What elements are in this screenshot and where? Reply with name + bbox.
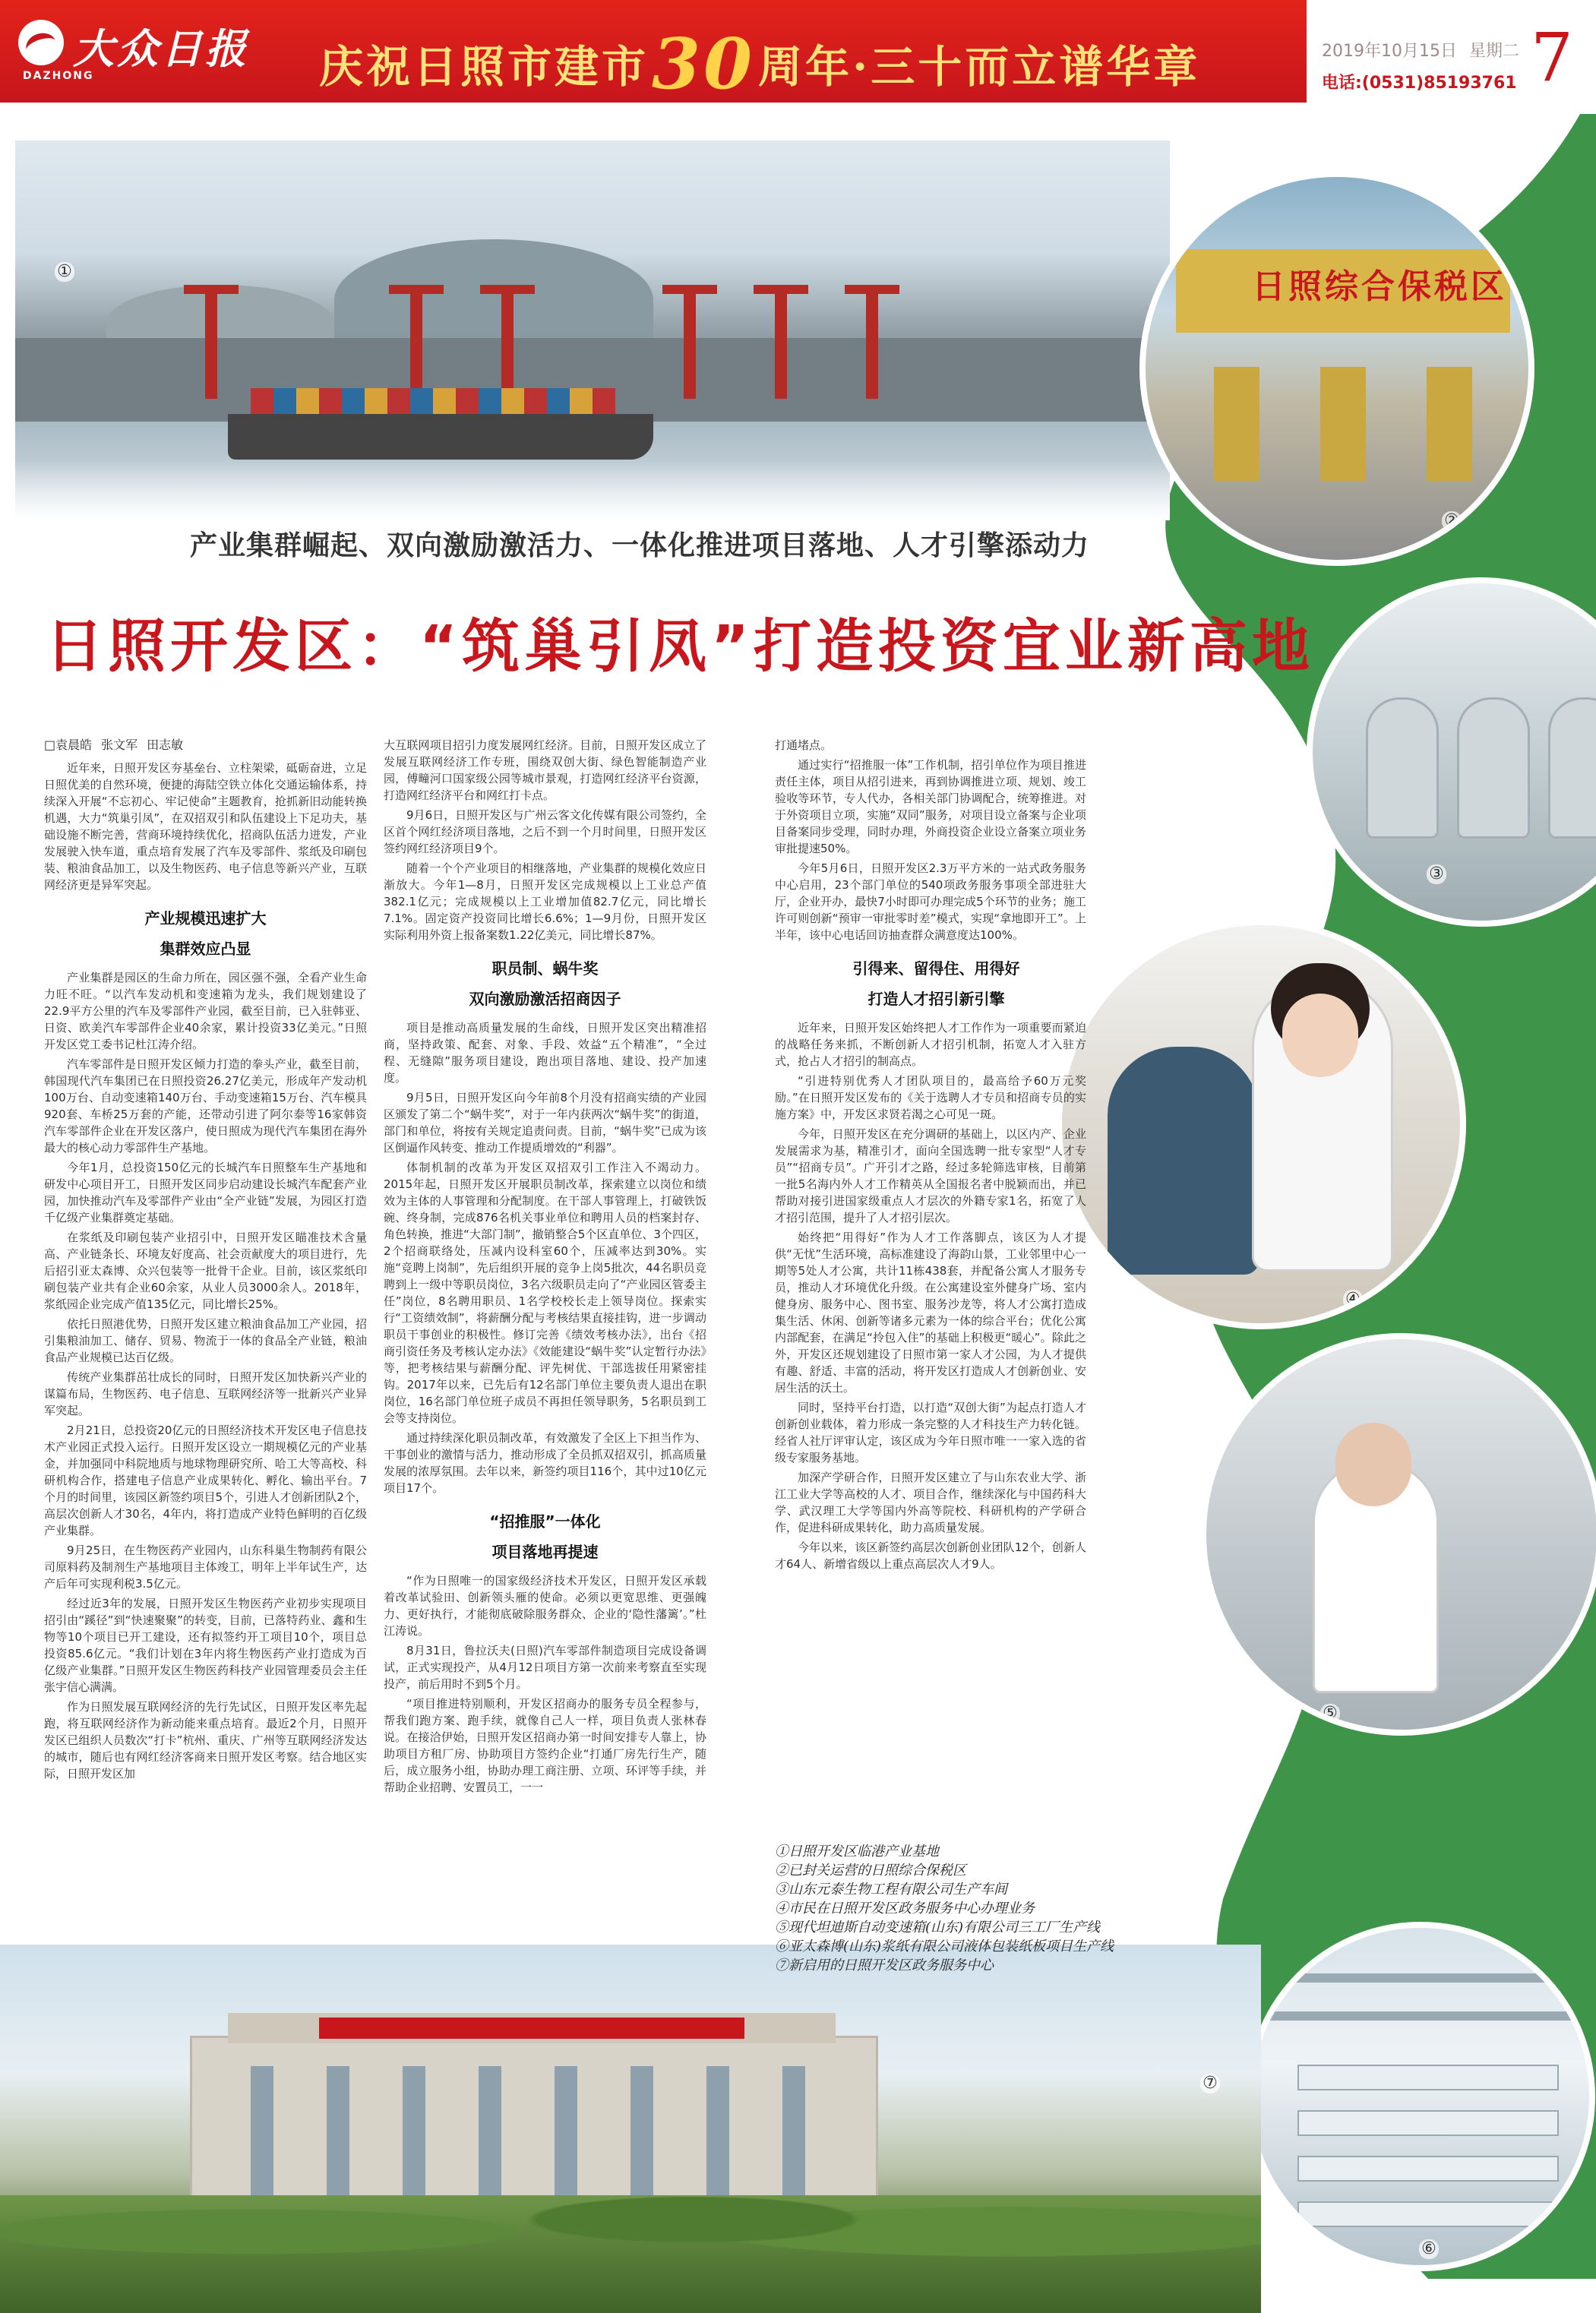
photo-paper-roll bbox=[1297, 2201, 1559, 2227]
byline-author: 张文军 bbox=[101, 738, 138, 752]
photo-crane bbox=[205, 285, 217, 399]
photo-toll-lane bbox=[1427, 367, 1472, 481]
paragraph: 9月25日，在生物医药产业园内，山东科巢生物制药有限公司原料药及制剂生产基地项目主体竣工，明年上半年试生产，达产后年可实现利税3.5亿元。 bbox=[44, 1544, 367, 1591]
issue-date-text: 2019年10月15日 bbox=[1322, 42, 1457, 61]
paragraph: 产业集群是园区的生命力所在，园区强不强，全看产业生命力旺不旺。“以汽车发动机和变速箱为龙头，我们规划建设了22.9平方公里的汽车及零部件产业园，截至目前，已入驻韩亚、日资、欧美汽车零部件企业40余家，累计投资33亿美元。”日照开发区党工委书记杜江涛介绍。 bbox=[44, 971, 367, 1051]
paragraph: 8月31日，鲁拉沃夫(日照)汽车零部件制造项目完成设备调试，正式实现投产，从4月12日项目方第一次前来考察直至实现投产，前后用时不到5个月。 bbox=[384, 1644, 706, 1691]
paragraph: 经过近3年的发展，日照开发区生物医药产业初步实现项目招引由“蹊径”到“快速聚聚”的转变，目前，已落特药业、鑫和生物等10个项目已开工建设，还有拟签约开工项目10个，项目总投资85.6亿元。“我们计划在3年内将生物医药产业打造成为百亿级产业集群。”日照开发区生物医药科技产业园管理委员会主任张宇信心满满。 bbox=[44, 1597, 367, 1694]
photo-crane bbox=[501, 285, 514, 399]
photo-building-column bbox=[782, 2066, 805, 2203]
photo-toll-lane bbox=[1214, 367, 1259, 481]
caption: ⑥亚太森博(山东)浆纸有限公司液体包装纸板项目生产线 bbox=[775, 1939, 1114, 1954]
photo-paper-roll bbox=[1297, 2110, 1559, 2136]
photo-marker-3: ③ bbox=[1427, 864, 1446, 884]
issue-weekday: 星期二 bbox=[1468, 42, 1519, 61]
page-number: 7 bbox=[1531, 18, 1573, 96]
paragraph: 打通堵点。 bbox=[775, 738, 833, 752]
editorial-phone: 电话:(0531)85193761 bbox=[1322, 74, 1517, 93]
photo-building-column bbox=[251, 2066, 273, 2203]
photo-container-ship bbox=[228, 414, 653, 460]
photo-steel-tank bbox=[1457, 697, 1530, 839]
photo-citizen bbox=[1108, 1047, 1259, 1275]
article-column-3 bbox=[775, 737, 1098, 1575]
paragraph: 2月21日，总投资20亿元的日照经济技术开发区电子信息技术产业园正式投入运行。日照开发区设立一期规模亿元的产业基金，并加强同中科院地质与地球物理研究所、哈工大等高校、科研机构合作，搭建电子信息产业成果转化、孵化、输出平台。7个月的时间里，该园区新签约项目5个，引进人才创新团队2个，高层次创新人才30名，4年内，将打造成产业特色鲜明的百亿级产业集群。 bbox=[44, 1424, 367, 1537]
paragraph: 9月5日，日照开发区向今年前8个月没有招商实绩的产业园区颁发了第二个“蜗牛奖”，对于一年内获两次“蜗牛奖”的街道，部门和单位，将按有关规定追责问责。目前，“蜗牛奖”已成为该区倒逼作风转变、推动工作提质增效的“利器”。 bbox=[384, 1091, 706, 1155]
subhead-line: 项目落地再提速 bbox=[491, 1543, 599, 1561]
subhead-incentive bbox=[384, 957, 706, 1010]
paragraph: 在浆纸及印刷包装产业招引中，日照开发区瞄准技术含量高、产业链条长、环境友好度高、社会贡献度大的项目进行，先后招引亚太森博、众兴包装等一批骨干企业。目前，该区浆纸印刷包装产业共有企业60余家，从业人员3000余人。2018年，浆纸园企业完成产值135亿元，同比增长25%。 bbox=[44, 1231, 367, 1311]
photo-port-industrial-base bbox=[15, 141, 1170, 520]
paragraph: “作为日照唯一的国家级经济技术开发区，日照开发区承载着改革试验田、创新领头雁的使命。必须以更宽思维、更强魄力、更好执行，才能彻底破除服务群众、企业的‘隐性藩篱’。”杜江涛说。 bbox=[384, 1574, 706, 1638]
paragraph: 传统产业集群茁壮成长的同时，日照开发区加快新兴产业的谋篇布局，生物医药、电子信息、互联网经济等一批新兴产业异军突起。 bbox=[44, 1370, 367, 1417]
photo-ceiling-beam bbox=[1252, 2011, 1595, 2021]
paragraph: 始终把“用得好”作为人才工作落脚点，该区为人才提供“无忧”生活环境，高标准建设了海韵山景，工业邻里中心一期等5处人才公寓，共计11栋438套，并配备公寓人才服务专员，推动人才环境优化升级。在公寓建设室外健身广场、室内健身房、服务中心、图书室、服务沙龙等，将人才公寓打造成集生活、休闲、创新等诸多元素为一体的综合平台；优化公寓内部配套，在满足“拎包入住”的基础上积极更“暖心”。除此之外，开发区还规划建设了日照市第一家人才公园，为人才提供有趣、舒适、丰富的活动，将开发区打造成人才创新创业、安居生活的沃土。 bbox=[775, 1231, 1086, 1395]
paragraph: 汽车零部件是日照开发区倾力打造的拳头产业，截至目前，韩国现代汽车集团已在日照投资26.27亿美元，形成年产发动机100万台、自动变速箱140万台、手动变速箱15万台、汽车模具920套、车桥25万套的产能，还带动引进了阿尔泰等16家韩资汽车零部件企业在开发区落户，使日照成为现代汽车集团在海外最大的核心动力零部件生产基地。 bbox=[44, 1057, 367, 1155]
byline bbox=[44, 737, 367, 754]
paragraph: 大互联网项目招引力度发展网红经济。目前，日照开发区成立了发展互联网经济工作专班，围绕双创大街、绿色智能制造产业园，傅疃河口国家级公园等城市景观，打造网红经济平台资源，打造网红经济平台和网红打卡点。 bbox=[384, 738, 706, 802]
headline-main: 日照开发区：“筑巢引凤”打造投资宜业新高地 bbox=[46, 612, 1314, 680]
photo-building-column bbox=[327, 2066, 349, 2203]
paragraph: 9月6日，日照开发区与广州云客文化传媒有限公司签约，全区首个网红经济项目落地，之后不到一个月时间里，日照开发区签约网红经济项目9个。 bbox=[384, 808, 706, 855]
paragraph: 今年，日照开发区在充分调研的基础上，以区内产、企业发展需求为基，精准引才，面向全国选聘一批专家型“人才专员”“招商专员”。广开引才之路，经过多轮筛选审核，目前第一批5名海内外人才工作精英从全国报名者中脱颖而出，并已帮助对接引进国家级重点人才层次的外籍专家1名，拓宽了人才招引范围，提升了人才招引层次。 bbox=[775, 1127, 1086, 1224]
photo-building-sign bbox=[319, 2018, 744, 2039]
photo-marker-5: ⑤ bbox=[1320, 1704, 1340, 1724]
photo-new-service-center-building bbox=[0, 1945, 1261, 2313]
photo-paper-roll bbox=[1297, 2156, 1559, 2182]
subhead-line: 双向激励激活招商因子 bbox=[469, 990, 621, 1008]
article-column-2 bbox=[384, 737, 706, 1799]
photo-worker-head bbox=[1335, 1423, 1411, 1506]
section-banner-title bbox=[319, 23, 1200, 103]
issue-date bbox=[1322, 38, 1531, 62]
photo-crane bbox=[684, 285, 696, 399]
paragraph: 作为日照发展互联网经济的先行先试区，日照开发区率先起跑，将互联网经济作为新动能来重点培育。最近2个月，日照开发区已组织人员数次“打卡”杭州、重庆、广州等互联网经济发达的城市，随后也有网红经济客商来日照开发区考察。结合地区实际，日照开发区加 bbox=[44, 1700, 367, 1781]
paragraph: “项目推进特别顺利，开发区招商办的服务专员全程参与，帮我们跑方案、跑手续，就像自己人一样，项目负责人张林春说。在接洽伊始，日照开发区招商办第一时间安排专人靠上，协助项目方租厂房、协助项目方签约企业“打通厂房先行生产，随后，成立服务小组，协助办理工商注册、立项、环评等手续，并帮助企业招聘、安置员工，一一 bbox=[384, 1697, 706, 1794]
paragraph: 今年1月，总投资150亿元的长城汽车日照整车生产基地和研发中心项目开工，日照开发区同步启动建设长城汽车配套产业园，加快推动汽车及零部件产业由“全产业链”发展，为园区打造千亿级产业集群奠定基础。 bbox=[44, 1161, 367, 1224]
paragraph: “引进特别优秀人才团队项目的，最高给予60万元奖励。”在日照开发区发布的《关于选聘人才专员和招商专员的实施方案》中，开发区求贤若渴之心可见一斑。 bbox=[775, 1074, 1086, 1121]
banner-title-number: 30 bbox=[652, 23, 756, 103]
paragraph: 通过持续深化职员制改革，有效激发了全区上下担当作为、干事创业的激情与活力，推动形成了全员抓双招双引，抓高质量发展的浓厚氛围。去年以来，新签约项目116个，其中过10亿元项目17个。 bbox=[384, 1431, 706, 1495]
byline-author: 田志敏 bbox=[147, 738, 184, 752]
subhead-line: 引得来、留得住、用得好 bbox=[852, 959, 1020, 978]
caption: ⑤现代坦迪斯自动变速箱(山东)有限公司三工厂生产线 bbox=[775, 1920, 1101, 1935]
photo-marker-2: ② bbox=[1442, 511, 1462, 531]
caption: ①日照开发区临港产业基地 bbox=[775, 1844, 939, 1860]
newspaper-logo-icon bbox=[18, 20, 64, 65]
photo-building-column bbox=[630, 2066, 653, 2203]
photo-steel-tank bbox=[1548, 697, 1596, 839]
paragraph: 同时，坚持平台打造，以打造“双创大街”为起点打造人才创新创业载体，着力形成一条完整的人才科技生产力转化链。经省人社厅评审认定，该区成为今年日照市唯一一家入选的省级专家服务基地。 bbox=[775, 1401, 1086, 1465]
photo-crane bbox=[866, 285, 878, 399]
photo-crane bbox=[410, 285, 422, 399]
caption: ⑦新启用的日照开发区政务服务中心 bbox=[775, 1958, 994, 1973]
photo-building-column bbox=[479, 2066, 501, 2203]
article-column-1 bbox=[44, 737, 367, 1785]
subhead-line: 职员制、蜗牛奖 bbox=[491, 959, 599, 978]
masthead bbox=[0, 0, 1596, 103]
photo-captions bbox=[775, 1842, 1231, 1975]
paragraph: 随着一个个产业项目的相继落地，产业集群的规模化效应日渐放大。今年1—8月，日照开发区完成规模以上工业总产值382.1亿元；完成规模以上工业增加值82.7亿元，同比增长7.1%。固定资产投资同比增长6.6%；1—9月份，日照开发区实际利用外资上报备案数1.22亿美元，同比增长87%。 bbox=[384, 861, 706, 942]
newspaper-logo-text: 大众日报 bbox=[73, 24, 249, 73]
byline-author: □袁晨皓 bbox=[44, 738, 93, 752]
photo-marker-1: ① bbox=[55, 262, 74, 282]
photo-marker-7: ⑦ bbox=[1200, 2074, 1220, 2093]
photo-crane bbox=[775, 285, 787, 399]
subhead-line: 打造人才招引新引擎 bbox=[868, 990, 1005, 1008]
photo-building-column bbox=[403, 2066, 425, 2203]
caption: ④市民在日照开发区政务服务中心办理业务 bbox=[775, 1901, 1035, 1916]
photo-steel-tank bbox=[1366, 697, 1439, 839]
paragraph: 依托日照港优势，日照开发区建立粮油食品加工产业园，招引集粮油加工、储存、贸易、物流于一体的食品全产业链，粮油食品产业规模已达百亿级。 bbox=[44, 1317, 367, 1364]
photo-tree-line bbox=[0, 2195, 1261, 2313]
headline-kicker: 产业集群崛起、双向激励激活力、一体化推进项目落地、人才引擎添动力 bbox=[190, 529, 1090, 561]
photo-paperboard-production-line bbox=[1246, 1922, 1595, 2271]
photo-transmission-production-line bbox=[1200, 1333, 1596, 1736]
caption: ②已封关运营的日照综合保税区 bbox=[775, 1863, 966, 1879]
photo-building-column bbox=[706, 2066, 729, 2203]
photo-marker-4: ④ bbox=[1343, 1290, 1363, 1310]
subhead-line: “招推服”一体化 bbox=[489, 1512, 601, 1531]
photo-bonded-zone-gate bbox=[1139, 171, 1534, 566]
photo-marker-6: ⑥ bbox=[1419, 2239, 1439, 2259]
photo-staff-face bbox=[1282, 994, 1358, 1077]
photo-paper-roll bbox=[1297, 2065, 1559, 2090]
paragraph: 今年以来，该区新签约高层次创新创业团队12个，创新人才64人、新增省级以上重点高层次人才9人。 bbox=[775, 1540, 1086, 1571]
paragraph: 通过实行“招推服一体”工作机制，招引单位作为项目推进责任主体，项目从招引进来，再到协调推进立项、规划、竣工验收等环节，专人代办，各相关部门协调配合，统筹推进。对于外资项目立项，实施“双同”服务，对项目设立备案与企业项目备案同步受理，同时办理，外商投资企业设立备案立项业务审批提速50%。 bbox=[775, 758, 1086, 855]
subhead-talent bbox=[775, 957, 1098, 1010]
paragraph: 加深产学研合作，日照开发区建立了与山东农业大学、浙江工业大学等高校的人才、项目合作，继续深化与中国药科大学、武汉理工大学等国内外高等院校、科研机构的产学研合作，促进科研成果转化，助力高质量发展。 bbox=[775, 1471, 1086, 1534]
photo-building-column bbox=[555, 2066, 577, 2203]
subhead-industry-scale bbox=[44, 907, 367, 960]
photo-gate-sign: 日照综合保税区 bbox=[1252, 267, 1507, 306]
paragraph: 体制机制的改革为开发区双招双引工作注入不竭动力。2015年起，日照开发区开展职员制改革，探索建立以岗位和绩效为主体的人事管理和分配制度。在干部人事管理上，打破铁饭碗、终身制，完成876名机关事业单位和聘用人员的档案封存、角色转换，推进“大部门制”，撤销整合5个区直单位、3个四区，2个招商联络处，压减内设科室60个，压减率达到30%。实施“竞聘上岗制”，先后组织开展的竞争上岗5批次，44名职员竞聘到上一级中等职员岗位，3名六级职员走向了“产业园区管委主任”岗位，8名聘用职员、1名学校校长走上领导岗位。探索实行“工资绩效制”，将薪酬分配与考核结果直接挂钩，进一步调动职员干事创业的积极性。修订完善《绩效考核办法》，出台《招商引资任务及考核认定办法》《效能建设“蜗牛奖”认定暂行办法》等，把考核结果与薪酬分配、评先树优、干部选拔任用紧密挂钩。2017年以来，已先后有12名部门单位主要负责人退出在职岗位，16名部门单位班子成员不再担任领导职务，5名职员到工会等支持岗位。 bbox=[384, 1161, 706, 1425]
paragraph: 项目是推动高质量发展的生命线，日照开发区突出精准招商，坚持政策、配套、对象、手段、效益“五个精准”，“全过程、无缝隙”服务项目建设，跑出项目落地、建设、投产加速度。 bbox=[384, 1021, 706, 1085]
photo-toll-lane bbox=[1320, 367, 1366, 481]
paragraph: 今年5月6日，日照开发区2.3万平方米的一站式政务服务中心启用，23个部门单位的540项政务服务事项全部进驻大厅，企业开办，最快7小时即可办理完成5个环节的业务；施工许可则创新“预审一审批零时差”模式，实现“拿地即开工”。上半年，该中心电话回访抽查群众满意度达100%。 bbox=[775, 861, 1086, 942]
subhead-project-service bbox=[384, 1510, 706, 1563]
subhead-line: 产业规模迅速扩大 bbox=[144, 909, 267, 927]
paragraph: 近年来，日照开发区夯基垒台、立柱架梁，砥砺奋进，立足日照优美的自然环境，便捷的海陆空铁立体化交通运输体系，持续深入开展“不忘初心、牢记使命”主题教育，抢抓新旧动能转换机遇，大力“筑巢引凤”，在双招双引和队伍建设上下足功夫，基础设施不断完善，营商环境持续优化，招商队伍活力迸发，产业发展驶入快车道，重点培育发展了汽车及零部件、浆纸及印刷包装、粮油食品加工，以及生物医药、电子信息等新兴产业，互联网经济更是异军突起。 bbox=[44, 761, 367, 892]
photo-fade bbox=[15, 460, 1170, 520]
banner-title-prefix: 庆祝日照市建市 bbox=[319, 41, 649, 93]
photo-ceiling-beam bbox=[1252, 1973, 1595, 1983]
banner-title-suffix: 周年·三十而立谱华章 bbox=[758, 41, 1201, 93]
subhead-line: 集群效应凸显 bbox=[160, 940, 251, 958]
photo-government-service-center bbox=[1056, 919, 1466, 1329]
paragraph: 近年来，日照开发区始终把人才工作作为一项重要而紧迫的战略任务来抓，不断创新人才招引机制，拓宽人才入驻方式，抢占人才招引的制高点。 bbox=[775, 1021, 1086, 1068]
caption: ③山东元泰生物工程有限公司生产车间 bbox=[775, 1882, 1007, 1897]
newspaper-logo-en: DAZHONG bbox=[23, 70, 94, 82]
